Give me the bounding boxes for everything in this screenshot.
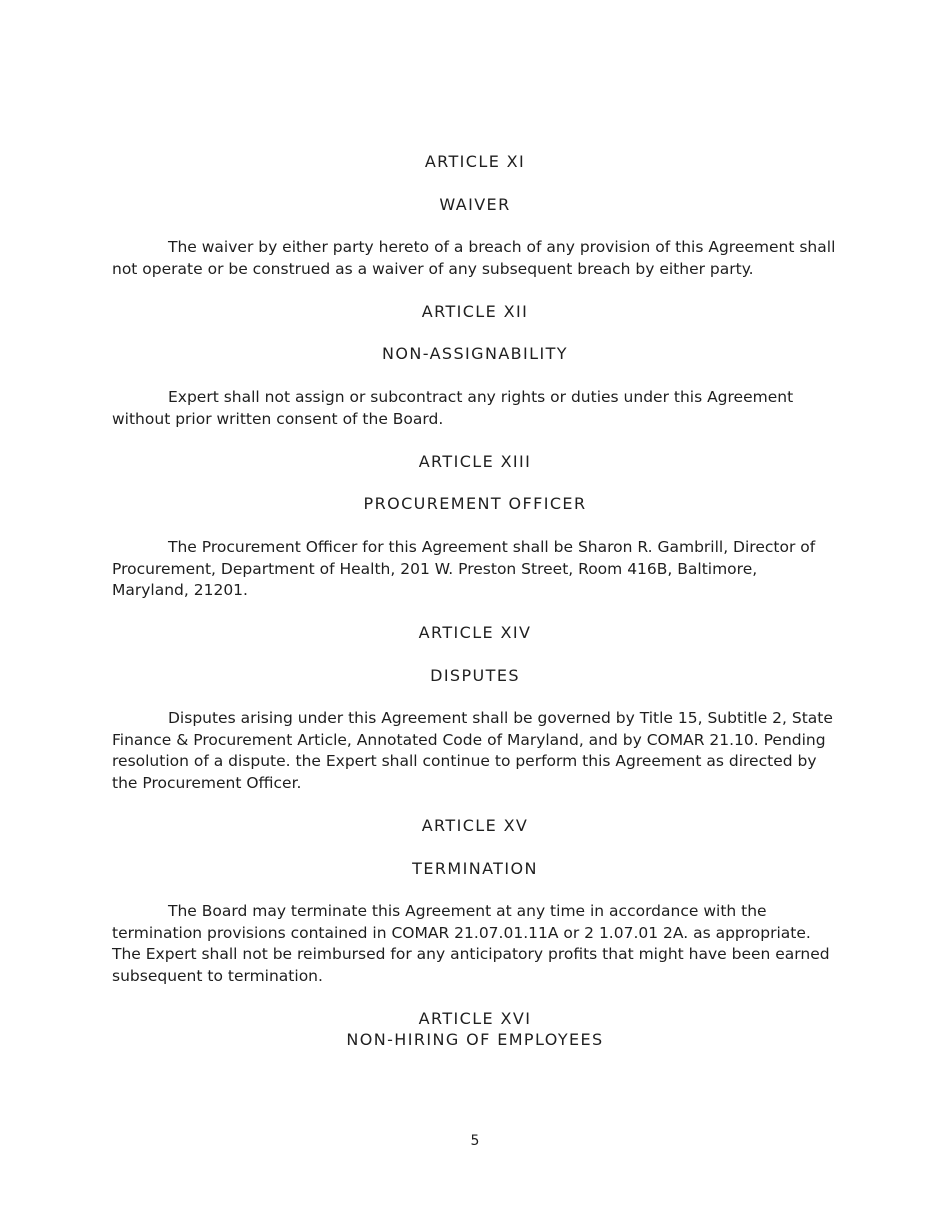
article-xii-title: NON-ASSIGNABILITY — [382, 344, 568, 363]
article-xi-body: The waiver by either party hereto of a breach of any provision of this Agreement shall not operate or be construed as a waiver of any subsequent breach by either party. — [112, 238, 836, 278]
article-xv-body: The Board may terminate this Agreement at any time in accordance with the termination provisions contained in COMAR 21.07.01.11A or 2 1.07.01 2A. as appropriate. The Expert shall not be reimbursed for any anticipatory profits that might have been earned subsequent to termination. — [112, 902, 830, 985]
article-xii-number: ARTICLE XII — [421, 302, 529, 321]
article-xi-title: WAIVER — [439, 195, 511, 214]
article-xv-number: ARTICLE XV — [421, 816, 529, 835]
article-xiv-body: Disputes arising under this Agreement shall be governed by Title 15, Subtitle 2, State Finance & Procurement Article, Annotated Code of Maryland, and by COMAR 21.10. Pending resolution of a dispute. the Expert shall continue to perform this Agreement as directed by the Procurement Officer. — [112, 709, 833, 792]
article-xvi-number: ARTICLE XVI — [418, 1009, 532, 1028]
page-number: 5 — [470, 1133, 480, 1149]
article-xiii-body: The Procurement Officer for this Agreement shall be Sharon R. Gambrill, Director of Procurement, Department of Health, 201 W. Preston Street, Room 416B, Baltimore, Maryland, 21201. — [112, 538, 816, 599]
article-xiii-title: PROCUREMENT OFFICER — [363, 494, 587, 513]
article-xv-title: TERMINATION — [412, 859, 538, 878]
article-xiv-title: DISPUTES — [430, 666, 520, 685]
article-xvi-title: NON-HIRING OF EMPLOYEES — [346, 1030, 604, 1049]
article-xiii-number: ARTICLE XIII — [418, 452, 532, 471]
article-xi-number: ARTICLE XI — [424, 152, 526, 171]
article-xiv-number: ARTICLE XIV — [418, 623, 532, 642]
article-xii-body: Expert shall not assign or subcontract any rights or duties under this Agreement without prior written consent of the Board. — [112, 388, 794, 428]
